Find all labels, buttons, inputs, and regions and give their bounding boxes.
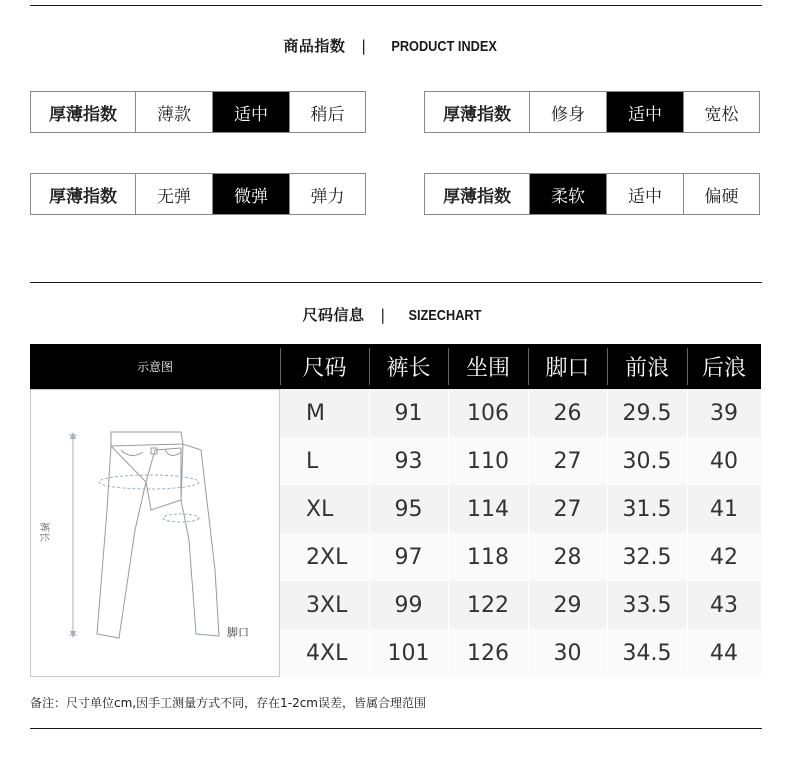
index-option-selected: 适中: [607, 92, 684, 132]
length-cell: 95: [394, 496, 423, 522]
index-option: 无弹: [136, 174, 213, 214]
cell-divider: [369, 581, 370, 629]
index-row-thickness: [30, 91, 366, 133]
pants-diagram: [30, 389, 280, 677]
index-row-label: 厚薄指数: [31, 174, 136, 214]
cell-divider: [687, 389, 688, 437]
size-cell: XL: [306, 496, 334, 522]
index-row-fit: [424, 91, 760, 133]
cell-divider: [607, 437, 608, 485]
cell-divider: [369, 485, 370, 533]
index-row-softness: [424, 173, 760, 215]
cell-divider: [607, 485, 608, 533]
back-rise-cell: 41: [710, 496, 738, 522]
cell-divider: [448, 437, 449, 485]
front-rise-cell: 30.5: [622, 448, 672, 474]
hem-cell: 28: [553, 544, 582, 570]
index-option: 偏硬: [704, 186, 739, 207]
cell-divider: [687, 629, 688, 677]
length-cell: 93: [394, 448, 423, 474]
hip-cell: 106: [467, 400, 509, 426]
size-cell: 4XL: [306, 640, 348, 666]
column-header-length: 裤长: [386, 356, 431, 381]
index-row-label: 厚薄指数: [425, 92, 530, 132]
cell-divider: [448, 485, 449, 533]
cell-divider: [607, 581, 608, 629]
length-cell: 91: [394, 400, 423, 426]
index-option: 弹力: [310, 186, 345, 207]
front-rise-cell: 31.5: [622, 496, 672, 522]
size-chart-table: [30, 344, 761, 677]
cell-divider: [607, 629, 608, 677]
back-rise-cell: 39: [710, 400, 738, 426]
back-rise-cell: 44: [710, 640, 738, 666]
table-row: [280, 533, 761, 581]
cell-divider: [369, 437, 370, 485]
index-row-label: 厚薄指数: [31, 92, 136, 132]
table-header: [30, 344, 761, 389]
hip-cell: 110: [467, 448, 509, 474]
size-chart-title-en: SIZECHART: [408, 307, 481, 324]
hem-cell: 27: [553, 448, 582, 474]
table-row: [280, 437, 761, 485]
index-row-stretch: [30, 173, 366, 215]
title-separator: |: [361, 37, 367, 55]
cell-divider: [448, 389, 449, 437]
cell-divider: [528, 437, 529, 485]
product-index-title-en: PRODUCT INDEX: [391, 38, 498, 55]
cell-divider: [607, 389, 608, 437]
cell-divider: [369, 533, 370, 581]
table-row: [280, 389, 761, 437]
cell-divider: [687, 581, 688, 629]
product-index-title: [0, 35, 790, 56]
cell-divider: [369, 629, 370, 677]
index-option: 薄款: [136, 92, 213, 132]
column-header-size: 尺码: [302, 356, 347, 381]
hem-cell: 26: [553, 400, 582, 426]
cell-divider: [448, 581, 449, 629]
product-index-title-cn: 商品指数: [283, 37, 346, 55]
cell-divider: [687, 485, 688, 533]
back-rise-cell: 42: [710, 544, 738, 570]
title-separator: |: [380, 306, 386, 324]
cell-divider: [528, 629, 529, 677]
size-chart-title: [0, 304, 790, 325]
column-header-front-rise: 前浪: [624, 356, 669, 381]
cell-divider: [448, 629, 449, 677]
cell-divider: [528, 533, 529, 581]
hip-cell: 118: [467, 544, 509, 570]
length-cell: 97: [394, 544, 423, 570]
column-header-back-rise: 后浪: [701, 356, 746, 381]
cell-divider: [687, 437, 688, 485]
length-cell: 99: [394, 592, 423, 618]
column-header-hem: 脚口: [545, 356, 590, 381]
cell-divider: [528, 389, 529, 437]
hem-cell: 30: [553, 640, 582, 666]
cell-divider: [687, 533, 688, 581]
index-option: 修身: [530, 92, 607, 132]
size-cell: 3XL: [306, 592, 348, 618]
hem-cell: 29: [553, 592, 582, 618]
index-option: 宽松: [704, 104, 739, 125]
table-row: [280, 581, 761, 629]
size-cell: M: [306, 400, 325, 426]
front-rise-cell: 32.5: [622, 544, 672, 570]
front-rise-cell: 33.5: [622, 592, 672, 618]
index-option-selected: 微弹: [213, 174, 290, 214]
index-option-selected: 适中: [213, 92, 290, 132]
front-rise-cell: 34.5: [622, 640, 672, 666]
size-chart-title-cn: 尺码信息: [302, 306, 365, 324]
bottom-divider: [30, 728, 762, 729]
top-divider: [30, 5, 762, 6]
index-option: 适中: [607, 174, 684, 214]
hem-cell: 27: [553, 496, 582, 522]
cell-divider: [369, 389, 370, 437]
back-rise-cell: 40: [710, 448, 738, 474]
middle-divider: [30, 282, 762, 283]
cell-divider: [528, 485, 529, 533]
hip-cell: 114: [467, 496, 509, 522]
length-cell: 101: [387, 640, 430, 666]
cell-divider: [607, 533, 608, 581]
diagram-length-label: 裤长: [38, 522, 49, 542]
back-rise-cell: 43: [710, 592, 738, 618]
column-header-hip: 坐围: [465, 356, 510, 381]
table-row: [280, 485, 761, 533]
table-row: [280, 629, 761, 677]
hip-cell: 122: [467, 592, 509, 618]
diagram-hem-label: 脚口: [227, 626, 249, 639]
front-rise-cell: 29.5: [622, 400, 672, 426]
cell-divider: [448, 533, 449, 581]
index-option-selected: 柔软: [530, 174, 607, 214]
index-row-label: 厚薄指数: [425, 174, 530, 214]
cell-divider: [528, 581, 529, 629]
index-option: 稍后: [310, 104, 345, 125]
size-cell: 2XL: [306, 544, 348, 570]
measurement-note: 备注：尺寸单位cm,因手工测量方式不同，存在1-2cm误差，皆属合理范围: [30, 696, 426, 710]
diagram-header: 示意图: [136, 360, 173, 374]
hip-cell: 126: [467, 640, 509, 666]
size-cell: L: [306, 448, 319, 474]
